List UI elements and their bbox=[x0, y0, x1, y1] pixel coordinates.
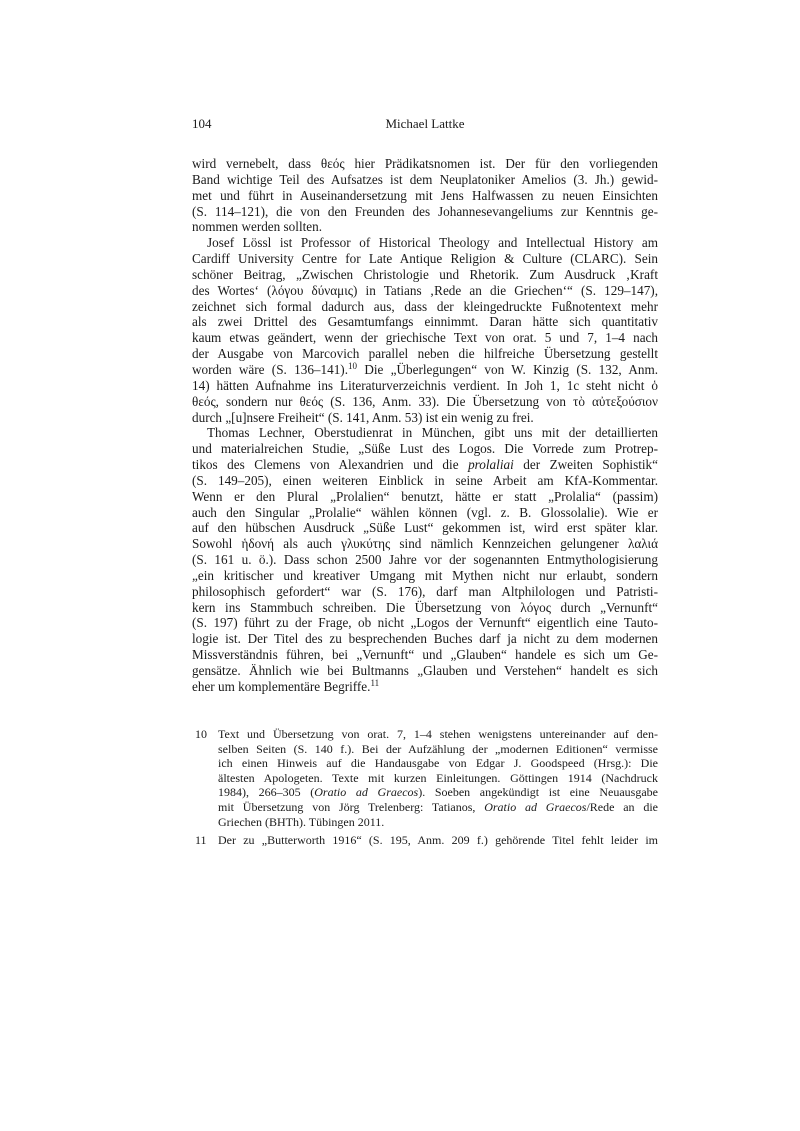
text-line bbox=[192, 346, 658, 362]
text-span: Sowohl ἡδονή als auch γλυκύτης sind nämlich Kennzeichen gelungener λαλιά bbox=[192, 536, 658, 552]
text-span: zeichnet sich formal dadurch aus, dass der kleingedruckte Fußnotentext mehr bbox=[192, 298, 658, 314]
text-span: eher um komplementäre Begriffe. bbox=[192, 678, 371, 694]
text-span: Josef Lössl ist Professor of Historical Theology and Intellectual History am bbox=[207, 235, 658, 251]
page-header bbox=[192, 116, 658, 132]
text-line bbox=[192, 378, 658, 394]
text-line bbox=[192, 615, 658, 631]
text-span: gensätze. Ähnlich wie bei Bultmanns „Glauben und Verstehen“ handelt es sich bbox=[192, 663, 658, 678]
text-line bbox=[192, 600, 658, 616]
text-line bbox=[218, 727, 658, 742]
footnote bbox=[192, 833, 658, 848]
text-span: Thomas Lechner, Oberstudienrat in München, gibt uns mit der detaillierten bbox=[207, 425, 658, 441]
text-line bbox=[192, 267, 658, 283]
text-span: (S. 197) führt zu der Frage, ob nicht „Logos der Vernunft“ eigentlich eine Tauto- bbox=[192, 615, 658, 631]
text-span: durch „[u]nsere Freiheit“ (S. 141, Anm. 53) ist ein wenig zu frei. bbox=[192, 409, 534, 425]
text-line bbox=[192, 568, 658, 584]
text-span: Die „Überlegungen“ von W. Kinzig (S. 132, Anm. bbox=[357, 361, 658, 377]
paragraph bbox=[192, 235, 658, 425]
text-line bbox=[192, 394, 658, 410]
text-span: der Zweiten Sophistik“ bbox=[513, 457, 659, 473]
footnote-reference: 10 bbox=[348, 360, 357, 371]
text-line bbox=[192, 631, 658, 647]
text-line bbox=[192, 425, 658, 441]
text-line bbox=[192, 172, 658, 188]
text-line bbox=[192, 251, 658, 267]
text-line bbox=[192, 647, 658, 663]
text-line bbox=[218, 833, 658, 848]
italic-text: Oratio ad Graecos bbox=[484, 799, 587, 814]
text-line bbox=[192, 219, 658, 235]
text-span: des Wortes‘ (λόγου δύναμις) in Tatians ‚Rede an die Griechen‘“ (S. 129–147), bbox=[192, 282, 658, 298]
text-span: Band wichtige Teil des Aufsatzes ist dem Neuplatoniker Amelios (3. Jh.) gewid- bbox=[192, 171, 658, 187]
text-span: kern ins Stammbuch schreiben. Die Übersetzung von λόγος durch „Vernunft“ bbox=[192, 599, 658, 615]
body-text bbox=[192, 156, 658, 695]
text-line bbox=[192, 457, 658, 473]
text-span: selben Seiten (S. 140 f.). Bei der Aufzählung der „modernen Editionen“ vermisse bbox=[218, 741, 658, 756]
text-span: worden wäre (S. 136–141). bbox=[192, 361, 348, 377]
text-span: tikos des Clemens von Alexandrien und die bbox=[192, 457, 469, 473]
text-span: philosophisch gefordert“ war (S. 176), darf man Altphilologen und Patristi- bbox=[192, 583, 658, 599]
text-span: (S. 149–205), einen weiteren Einblick in seine Arbeit am KfA-Kommentar. bbox=[192, 472, 658, 488]
text-span: Der zu „Butterworth 1916“ (S. 195, Anm. 209 f.) gehörende Titel fehlt leider im bbox=[218, 833, 658, 848]
text-line bbox=[192, 188, 658, 204]
text-span: kaum etwas geändert, wenn der griechische Text von orat. 5 und 7, 1–4 nach bbox=[192, 330, 658, 346]
text-span: (S. 114–121), die von den Freunden des Johannesevangeliums zur Kenntnis ge- bbox=[192, 203, 658, 219]
text-line bbox=[192, 410, 658, 426]
text-span: ich einen Hinweis auf die Handausgabe von Edgar J. Goodspeed (Hrsg.): Die bbox=[218, 756, 658, 771]
text-span: Cardiff University Centre for Late Antique Religion & Culture (CLARC). Sein bbox=[192, 251, 658, 267]
text-span: auf den hübschen Ausdruck „Süße Lust“ gekommen ist, wird erst später klar. bbox=[192, 520, 658, 536]
footnote-reference: 11 bbox=[370, 677, 380, 688]
text-span: Missverständnis führen, bei „Vernunft“ und „Glauben“ handele es sich um Ge- bbox=[192, 647, 658, 663]
text-line bbox=[218, 815, 658, 830]
text-span: 1984), 266–305 ( bbox=[218, 785, 315, 800]
footnote bbox=[192, 727, 658, 829]
text-span: als zwei Drittel des Gesamtumfangs einnimmt. Daran hätte sich quantitativ bbox=[192, 314, 658, 330]
paragraph bbox=[192, 425, 658, 694]
text-span: θεός, sondern nur θεός (S. 136, Anm. 33). Die Übersetzung von τὸ αὐτεξούσιον bbox=[192, 393, 658, 409]
text-span: auch den Singular „Prolalie“ wählen können (vgl. z. B. Glossolalie). Wie er bbox=[192, 504, 658, 520]
text-span: der Ausgabe von Marcovich parallel neben die hilfreiche Übersetzung gestellt bbox=[192, 346, 658, 362]
text-span: Text und Übersetzung von orat. 7, 1–4 stehen wenigstens untereinander auf den- bbox=[218, 727, 658, 741]
text-span: logie ist. Der Titel des zu besprechenden Buches darf ja nicht zu dem modernen bbox=[192, 631, 658, 647]
text-span: und materialreichen Studie, „Süße Lust des Logos. Die Vorrede zum Protrep- bbox=[192, 441, 658, 457]
text-line bbox=[192, 663, 658, 679]
text-span: mit Übersetzung von Jörg Trelenberg: Tatianos, bbox=[218, 799, 485, 814]
text-line bbox=[192, 489, 658, 505]
text-span: (S. 161 u. ö.). Dass schon 2500 Jahre vor der sogenannten Entmythologisierung bbox=[192, 552, 658, 568]
running-title: Michael Lattke bbox=[385, 116, 465, 131]
text-span: met und führt in Auseinandersetzung mit Jens Halfwassen zu neuen Einsichten bbox=[192, 187, 658, 203]
text-span: Griechen (BHTh). Tübingen 2011. bbox=[218, 814, 385, 829]
page-number: 104 bbox=[192, 116, 212, 131]
italic-text: Oratio ad Graecos bbox=[314, 785, 419, 800]
text-line bbox=[192, 441, 658, 457]
text-line bbox=[192, 362, 658, 378]
text-line bbox=[192, 314, 658, 330]
text-line bbox=[192, 520, 658, 536]
footnotes bbox=[192, 727, 658, 848]
text-line bbox=[192, 283, 658, 299]
text-span: ). Soeben angekündigt ist eine Neuausgabe bbox=[418, 785, 658, 800]
text-line bbox=[192, 584, 658, 600]
footnote-number: 11 bbox=[195, 833, 207, 848]
footnote-number: 10 bbox=[195, 727, 207, 741]
text-line bbox=[218, 756, 658, 771]
text-span: nommen werden sollten. bbox=[192, 219, 323, 235]
text-line bbox=[192, 679, 658, 695]
text-line bbox=[192, 235, 658, 251]
italic-text: prolaliai bbox=[468, 457, 514, 473]
text-span: wird vernebelt, dass θεός hier Prädikatsnomen ist. Der für den vorliegenden bbox=[192, 156, 658, 171]
text-line bbox=[218, 742, 658, 757]
text-line bbox=[192, 156, 658, 172]
paragraph bbox=[192, 156, 658, 235]
text-line bbox=[218, 771, 658, 786]
text-line bbox=[192, 552, 658, 568]
text-line bbox=[192, 505, 658, 521]
text-line bbox=[192, 473, 658, 489]
text-line bbox=[218, 800, 658, 815]
text-span: 14) hätten Aufnahme ins Literaturverzeichnis verdient. In Joh 1, 1c steht nicht ὁ bbox=[192, 377, 658, 393]
text-span: schöner Beitrag, „Zwischen Christologie und Rhetorik. Zum Ausdruck ‚Kraft bbox=[192, 266, 658, 282]
text-line bbox=[218, 785, 658, 800]
text-span: „ein kritischer und kreativer Umgang mit Mythen nicht nur erlaubt, sondern bbox=[192, 567, 658, 583]
text-line bbox=[192, 330, 658, 346]
text-line bbox=[192, 299, 658, 315]
text-line bbox=[192, 536, 658, 552]
text-span: ältesten Apologeten. Texte mit kurzen Einleitungen. Göttingen 1914 (Nachdruck bbox=[218, 770, 658, 785]
text-span: /Rede an die bbox=[586, 799, 658, 814]
text-span: Wenn er den Plural „Prolalien“ benutzt, hätte er statt „Prolalia“ (passim) bbox=[192, 488, 658, 504]
text-line bbox=[192, 204, 658, 220]
